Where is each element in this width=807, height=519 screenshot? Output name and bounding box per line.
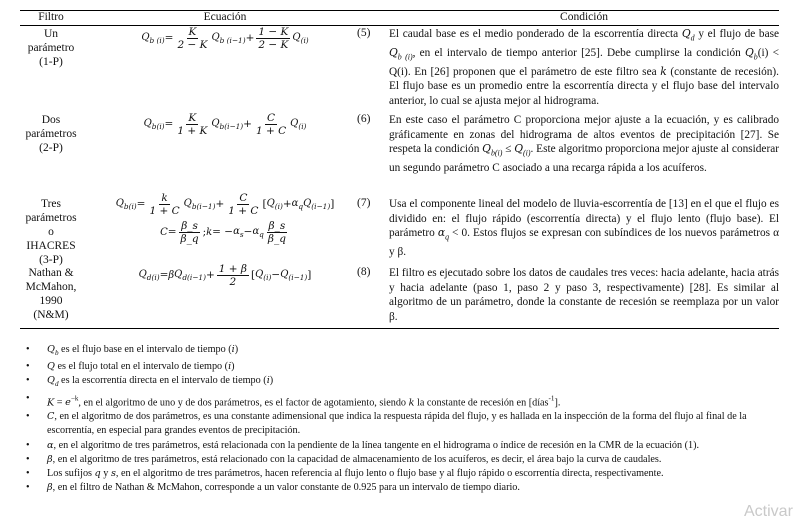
note-item bbox=[26, 481, 786, 495]
math-subscript: (i) bbox=[274, 202, 283, 212]
math-var: α bbox=[47, 439, 54, 451]
filter-name-line: (N&M) bbox=[33, 309, 69, 321]
fraction-denominator: 1 + C bbox=[255, 124, 287, 137]
text-run: , en el algoritmo de tres parámetros, está relacionada con la pendiente de la línea tangente en el hidrograma o índice de recesión en la CMR de la ecuación (1). bbox=[53, 439, 700, 451]
math-var: Q bbox=[255, 268, 264, 280]
math-symbol bbox=[303, 197, 330, 211]
equation bbox=[90, 261, 360, 289]
math-var: Q bbox=[292, 31, 301, 43]
math-symbol bbox=[160, 226, 168, 238]
text-run: (i) < Q(i). En [26] proponen que el parámetro de este filtro sea bbox=[389, 46, 779, 78]
math-symbol bbox=[211, 117, 243, 131]
math-subscript: q bbox=[298, 202, 304, 212]
filter-name-line: o bbox=[48, 226, 54, 238]
text-run: ; bbox=[202, 226, 207, 238]
text-run: ≤ bbox=[502, 143, 515, 156]
text-run: + bbox=[243, 118, 252, 130]
math-var: Q bbox=[514, 142, 524, 156]
math-symbol bbox=[47, 344, 59, 358]
fraction-numerator: β_s bbox=[181, 219, 198, 232]
text-run: (constante de recesión). El flujo base es un promedio entre la escorrentía directa y el flujo base del intervalo anterior, lo cual se ajusta mejor al hidrograma. bbox=[389, 65, 779, 107]
math-var: Q bbox=[138, 268, 147, 280]
math-superscript: −k bbox=[70, 394, 79, 403]
text-run: < 0. Estos flujos se expresan con subíndices de los nuevos parámetros α y β. bbox=[389, 227, 779, 259]
text-run: + bbox=[282, 198, 292, 210]
math-var: Q bbox=[174, 268, 183, 280]
text-run: , en el algoritmo de dos parámetros, es una constante adimensional que indica la respuesta rápida del flujo, y es hallada en la inspección de la forma del flujo al final de la escorrentía, en especial para grandes eventos de precipitación. bbox=[47, 411, 747, 437]
bullet-icon: • bbox=[26, 468, 30, 480]
header-ecuacion: Ecuación bbox=[203, 11, 247, 23]
condition-text bbox=[389, 27, 779, 108]
fraction bbox=[217, 263, 249, 288]
math-var: Q bbox=[47, 375, 55, 387]
math-symbol bbox=[65, 394, 79, 409]
equation-line bbox=[90, 218, 360, 246]
fraction-numerator: β_s bbox=[268, 219, 286, 232]
math-subscript: b (i) bbox=[397, 52, 413, 62]
fraction-numerator: K bbox=[188, 25, 197, 38]
math-symbol bbox=[389, 45, 413, 62]
text-run: , en el algoritmo de tres parámetros, está relacionado con la capacidad de almacenamiento de los acuíferos, es decir, el área bajo la curva de caudales. bbox=[52, 453, 662, 465]
math-var: Q bbox=[744, 45, 754, 59]
text-run: es el flujo base en el intervalo de tiempo ( bbox=[58, 344, 232, 355]
text-run: El caudal base es el medio ponderado de la escorrentía directa bbox=[389, 28, 682, 40]
table-bottom-rule bbox=[20, 328, 779, 329]
math-var: C bbox=[160, 227, 168, 238]
text-run: [ bbox=[250, 269, 256, 281]
math-symbol bbox=[233, 225, 244, 239]
math-var: C bbox=[47, 411, 55, 423]
text-run: , en el filtro de Nathan & McMahon, corresponde a un valor constante de 0.925 para un intervalo de tiempo diario. bbox=[52, 482, 520, 494]
text-run: y bbox=[100, 468, 111, 480]
fraction bbox=[175, 26, 209, 51]
text-run: En este caso el parámetro C proporciona mejor ajuste a la ecuación, y es calibrado gráficamente en zonas del hidrograma de altos eventos de precipitación [27]. Se respeta la condición bbox=[389, 114, 779, 156]
math-subscript: (i) bbox=[300, 36, 309, 46]
math-symbol bbox=[280, 268, 307, 282]
fraction-denominator: 2 − K bbox=[258, 38, 289, 51]
math-symbol bbox=[47, 375, 59, 389]
fraction bbox=[226, 192, 260, 217]
filter-name-line: parámetro bbox=[27, 42, 75, 54]
math-var: Q bbox=[115, 197, 124, 209]
math-symbol bbox=[744, 45, 758, 62]
text-run: = bbox=[164, 32, 174, 44]
fraction-denominator: 2 bbox=[229, 275, 237, 288]
text-run: ) bbox=[231, 361, 235, 373]
text-run: = − bbox=[212, 226, 234, 238]
note-text bbox=[47, 375, 274, 389]
text-run: = bbox=[159, 269, 169, 281]
math-var: Q bbox=[681, 27, 691, 40]
watermark: Activar bbox=[744, 503, 793, 519]
text-run: , en el algoritmo de uno y de dos parámetros, es el factor de agotamiento, siendo bbox=[78, 397, 409, 409]
text-run: El filtro es ejecutado sobre los datos de caudales tres veces: hacia adelante, hacia atrás y hacia adelante (paso 1, paso 2 y paso 3, respectivamente) [28]. Es similar al algoritmo de un parámetro, donde la constante de recesión se reemplaza por un valor β. bbox=[389, 267, 779, 323]
math-var: α bbox=[291, 197, 299, 209]
math-var: Q bbox=[143, 117, 152, 129]
equation-line bbox=[90, 24, 360, 52]
math-var: k bbox=[660, 64, 667, 78]
math-var: q bbox=[94, 468, 101, 480]
note-item bbox=[26, 453, 786, 467]
math-symbol bbox=[437, 226, 450, 242]
math-var: Q bbox=[482, 142, 491, 156]
math-var: Q bbox=[290, 117, 299, 129]
note-item bbox=[26, 392, 786, 411]
text-run: es la escorrentía directa en el intervalo de tiempo ( bbox=[58, 375, 267, 387]
filter-name-line: Dos bbox=[41, 114, 61, 126]
math-subscript: q bbox=[445, 232, 450, 242]
math-subscript: d(i−1) bbox=[182, 273, 206, 283]
note-text bbox=[47, 411, 747, 436]
math-subscript: b(i) bbox=[151, 122, 165, 132]
note-text bbox=[47, 440, 699, 451]
text-run: ] bbox=[307, 269, 312, 281]
math-subscript: b(i−1) bbox=[219, 122, 244, 132]
math-symbol bbox=[116, 197, 137, 211]
math-symbol bbox=[681, 27, 695, 43]
fraction-numerator: 1 + β bbox=[218, 262, 247, 275]
filter-name-line: McMahon, bbox=[25, 281, 77, 293]
math-symbol bbox=[144, 117, 165, 131]
math-symbol bbox=[290, 117, 306, 131]
math-var: α bbox=[252, 225, 260, 237]
math-var: e bbox=[65, 397, 71, 409]
filter-name bbox=[20, 266, 82, 322]
math-var: α bbox=[233, 225, 240, 237]
text-run: + bbox=[215, 198, 225, 210]
note-item bbox=[26, 439, 786, 453]
equation-number: (5) bbox=[357, 27, 371, 39]
equation-number: (6) bbox=[357, 113, 371, 125]
math-subscript: (i) bbox=[523, 148, 531, 158]
filter-name-line: IHACRES bbox=[26, 240, 76, 252]
bullet-icon: • bbox=[26, 344, 30, 355]
condition-text bbox=[389, 113, 779, 176]
fraction-denominator: 1 + K bbox=[177, 124, 208, 137]
filter-name-line: Tres bbox=[40, 198, 62, 210]
math-var: Q bbox=[303, 197, 312, 209]
text-run: es el flujo total en el intervalo de tiempo ( bbox=[54, 361, 229, 373]
math-var: Q bbox=[266, 197, 275, 209]
filter-name bbox=[20, 27, 82, 69]
math-subscript: b bbox=[753, 52, 758, 62]
math-var: Q bbox=[211, 117, 220, 129]
text-run: la constante de recesión en [días bbox=[414, 397, 549, 409]
math-subscript: (i) bbox=[263, 273, 272, 283]
math-symbol bbox=[174, 268, 206, 282]
math-subscript: q bbox=[259, 230, 264, 240]
text-run: ]. bbox=[554, 397, 561, 409]
text-run: ) bbox=[234, 344, 239, 355]
equation bbox=[90, 190, 360, 246]
math-subscript: s bbox=[239, 230, 244, 240]
text-run: + bbox=[205, 269, 215, 281]
math-var: Q bbox=[47, 344, 55, 355]
fraction-denominator: 2 − K bbox=[177, 38, 208, 51]
note-item bbox=[26, 343, 786, 360]
math-var: α bbox=[437, 226, 446, 240]
math-symbol bbox=[267, 197, 283, 211]
text-run: [ bbox=[262, 198, 267, 210]
math-subscript: (i−1) bbox=[288, 273, 308, 283]
fraction bbox=[175, 112, 209, 137]
note-item bbox=[26, 410, 786, 438]
text-run: + bbox=[245, 32, 255, 44]
math-var: i bbox=[228, 361, 232, 373]
text-run: = bbox=[167, 226, 177, 238]
math-var: β bbox=[47, 482, 53, 494]
equation bbox=[90, 24, 360, 52]
math-subscript: d bbox=[54, 380, 59, 389]
math-symbol bbox=[255, 268, 271, 282]
fraction bbox=[179, 220, 201, 245]
math-var: β bbox=[168, 270, 175, 281]
math-var: Q bbox=[183, 197, 192, 209]
fraction-numerator: C bbox=[239, 191, 248, 204]
math-subscript: d(i) bbox=[146, 273, 160, 283]
text-run: Usa el componente lineal del modelo de lluvia-escorrentía de [13] en el que el flujo es dividido en: el flujo rápido (escorrentía directa) y el flujo lento (flujo base). El parámetro bbox=[389, 198, 779, 240]
note-text bbox=[47, 394, 561, 409]
filter-name-line: (1-P) bbox=[39, 56, 63, 68]
fraction-numerator: k bbox=[161, 191, 168, 204]
note-text bbox=[47, 482, 520, 493]
math-symbol bbox=[252, 225, 263, 239]
text-run: . Este algoritmo proporciona mejor ajuste al considerar un segundo parámetro C asociado a una recarga rápida a los acuíferos. bbox=[389, 143, 779, 175]
math-var: K bbox=[47, 397, 55, 409]
math-subscript: (i) bbox=[298, 122, 307, 132]
bullet-icon: • bbox=[26, 392, 30, 404]
fraction-numerator: 1 − K bbox=[258, 25, 289, 38]
text-run: = bbox=[164, 118, 174, 130]
math-symbol bbox=[184, 197, 216, 211]
math-var: Q bbox=[389, 45, 398, 59]
math-var: Q bbox=[211, 31, 220, 43]
equation-line bbox=[90, 110, 360, 138]
fraction bbox=[266, 220, 288, 245]
text-run: = bbox=[54, 397, 66, 409]
note-item bbox=[26, 467, 786, 481]
math-symbol bbox=[141, 31, 164, 45]
math-symbol bbox=[139, 268, 160, 282]
text-run: , en el algoritmo de tres parámetros, hacen referencia al flujo lento o flujo base y al flujo rápido o escorrentía directa, respectivamente. bbox=[115, 468, 664, 480]
text-run: Los sufijos bbox=[47, 468, 95, 480]
text-run: = bbox=[136, 198, 146, 210]
fraction bbox=[254, 112, 288, 137]
math-subscript: b (i) bbox=[149, 36, 165, 46]
math-symbol bbox=[292, 197, 303, 211]
text-run: ] bbox=[330, 198, 335, 210]
math-symbol bbox=[514, 142, 531, 158]
note-text bbox=[47, 454, 661, 465]
fraction-numerator: C bbox=[267, 111, 276, 124]
math-symbol bbox=[47, 361, 55, 372]
math-var: k bbox=[206, 227, 213, 238]
math-subscript: (i−1) bbox=[311, 202, 331, 212]
text-run: y el flujo de base bbox=[694, 28, 779, 40]
bullet-icon: • bbox=[26, 439, 30, 451]
math-var: Q bbox=[141, 31, 150, 43]
bullet-icon: • bbox=[26, 411, 30, 423]
math-subscript: b (i−1) bbox=[219, 36, 246, 46]
text-run: − bbox=[243, 226, 253, 238]
math-var: i bbox=[266, 375, 270, 387]
math-subscript: b bbox=[54, 349, 59, 358]
equation-line bbox=[90, 190, 360, 218]
math-subscript: d bbox=[690, 33, 695, 43]
filter-name-line: parámetros bbox=[25, 212, 77, 224]
equation bbox=[90, 110, 360, 138]
math-subscript: b(i) bbox=[123, 202, 137, 212]
fraction-denominator: β_q bbox=[180, 232, 199, 245]
text-run: − bbox=[271, 269, 281, 281]
condition-text bbox=[389, 197, 779, 260]
math-var: i bbox=[231, 344, 235, 355]
equation-number: (7) bbox=[357, 197, 371, 209]
math-var: Q bbox=[47, 361, 55, 373]
notes-list bbox=[26, 343, 786, 495]
bullet-icon: • bbox=[26, 453, 30, 465]
equation-line bbox=[90, 261, 360, 289]
bullet-icon: • bbox=[26, 361, 30, 373]
math-subscript: b(i−1) bbox=[191, 202, 216, 212]
bullet-icon: • bbox=[26, 375, 30, 387]
filter-name-line: (3-P) bbox=[39, 254, 63, 266]
math-subscript: b(i) bbox=[490, 148, 503, 158]
note-text bbox=[47, 468, 664, 479]
note-text bbox=[47, 361, 235, 372]
filter-name-line: Un bbox=[43, 28, 59, 40]
math-symbol bbox=[292, 31, 308, 45]
math-var: s bbox=[110, 468, 116, 480]
equation-number: (8) bbox=[357, 266, 371, 278]
math-superscript: -1 bbox=[548, 394, 555, 403]
note-item bbox=[26, 374, 786, 391]
text-run: , en el intervalo de tiempo anterior [25]. Debe cumplirse la condición bbox=[412, 46, 745, 59]
fraction bbox=[147, 192, 181, 217]
filter-name-line: (2-P) bbox=[39, 142, 63, 154]
filter-name-line: parámetros bbox=[25, 128, 77, 140]
fraction-denominator: 1 + C bbox=[228, 204, 259, 217]
fraction bbox=[256, 26, 290, 51]
math-var: k bbox=[408, 397, 415, 409]
filter-name-line: 1990 bbox=[39, 295, 63, 307]
note-item bbox=[26, 360, 786, 374]
math-var: Q bbox=[280, 268, 289, 280]
bullet-icon: • bbox=[26, 482, 30, 494]
fraction-denominator: 1 + C bbox=[149, 204, 180, 217]
condition-text bbox=[389, 266, 779, 324]
fraction-numerator: K bbox=[188, 111, 197, 124]
fraction-denominator: β_q bbox=[267, 232, 286, 245]
math-symbol bbox=[211, 31, 245, 45]
filter-name bbox=[20, 197, 82, 267]
note-text bbox=[47, 344, 239, 358]
filter-name-line: Nathan & bbox=[28, 267, 74, 279]
header-condicion: Condición bbox=[560, 11, 608, 23]
text-run: ) bbox=[269, 375, 274, 387]
header-filtro: Filtro bbox=[38, 11, 64, 23]
filter-name bbox=[20, 113, 82, 155]
math-var: β bbox=[47, 453, 53, 465]
math-symbol bbox=[482, 142, 503, 158]
